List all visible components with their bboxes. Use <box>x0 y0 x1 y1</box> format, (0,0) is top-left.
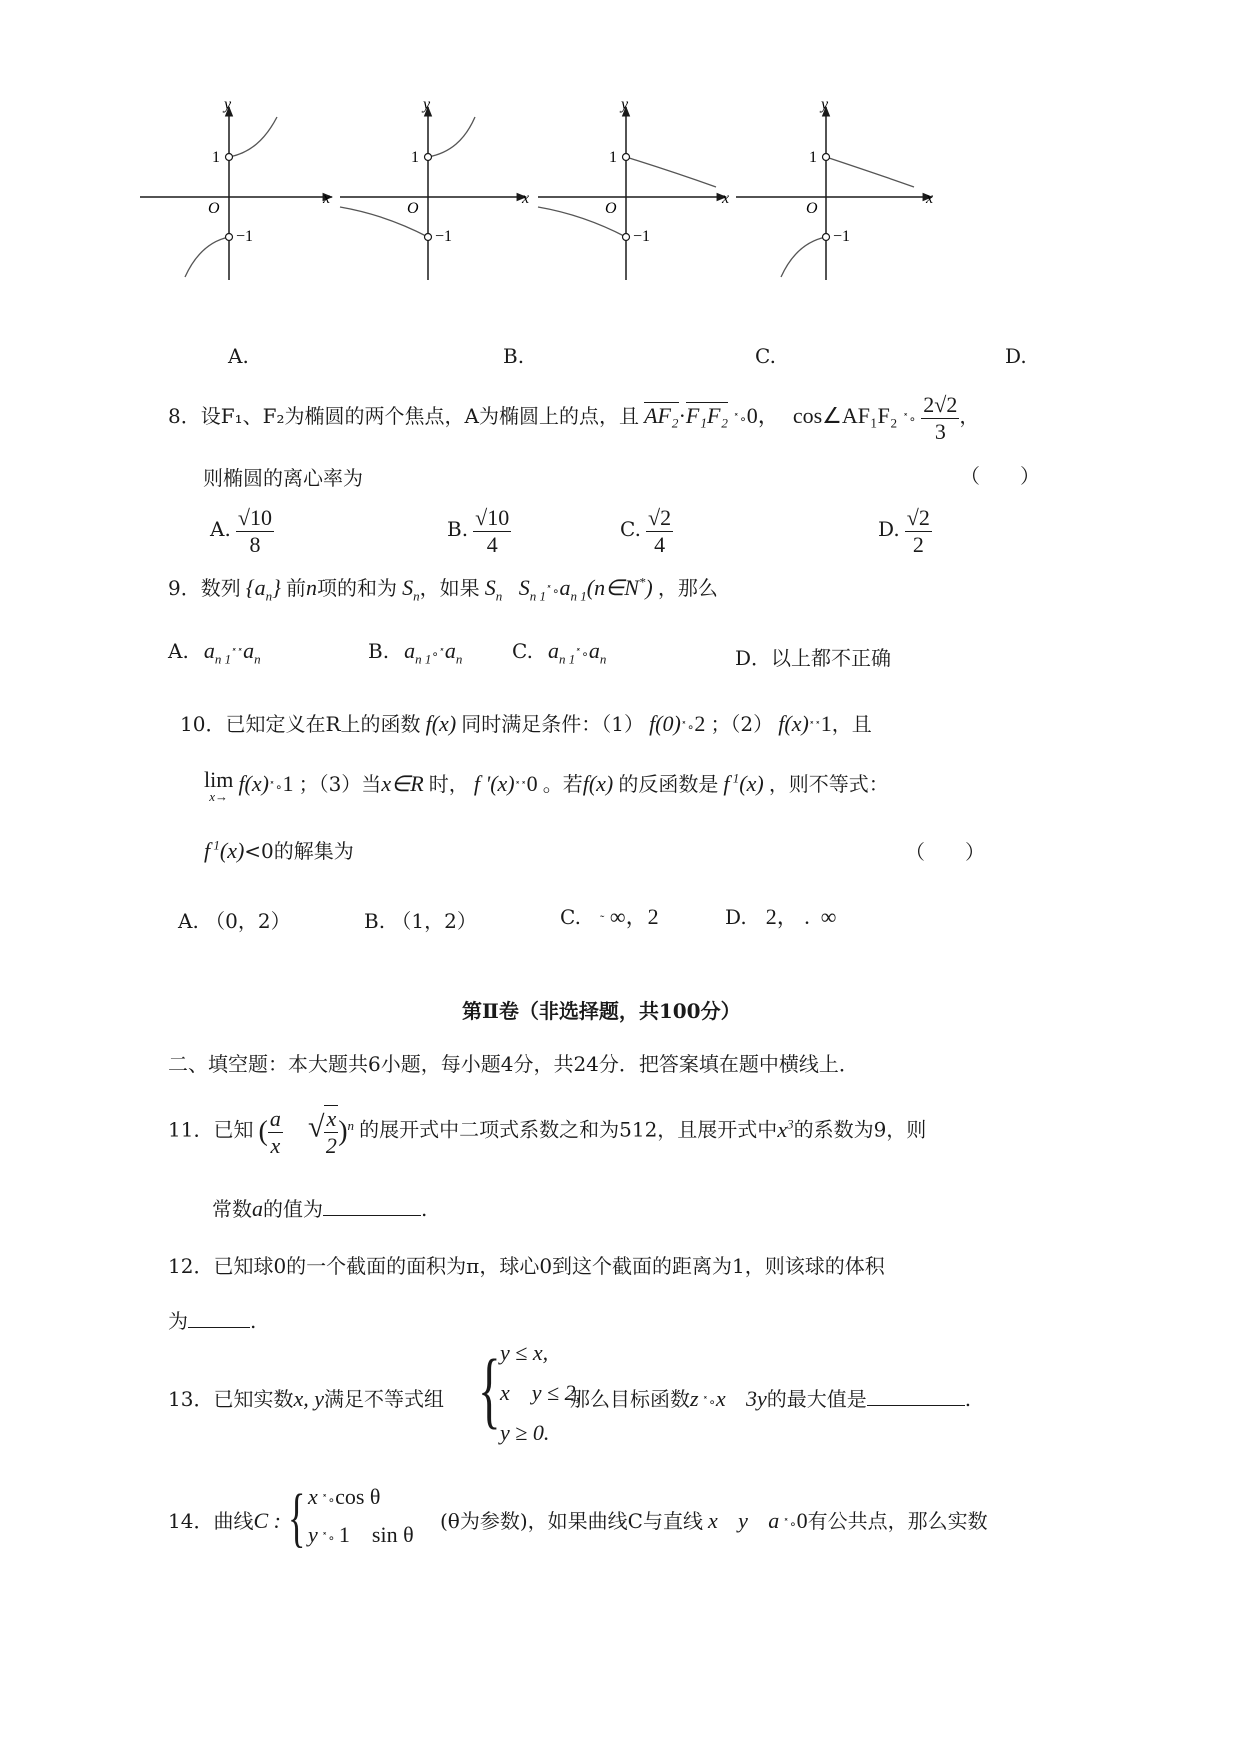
q10-option-d: D. 2， . ∞ <box>725 904 837 929</box>
q12-end: . <box>250 1309 257 1333</box>
q8-option-b-frac: $\frac{√10}{4}$ <box>475 505 510 557</box>
q11-x3: $x^3$ <box>777 1116 794 1142</box>
svg-text:1: 1 <box>809 149 817 166</box>
q9-option-c: C. $a_{n 1}˟\circ a_n$ <box>512 638 607 667</box>
q8-text2: 则椭圆的离心率为 <box>203 466 363 490</box>
q13-xy: x, y <box>293 1386 324 1411</box>
q8-option-a <box>210 505 274 558</box>
q9-sn: $S_n$ <box>402 575 420 604</box>
svg-text:O: O <box>806 200 818 217</box>
q10-option-c: C. ˜ ∞，2 <box>560 904 659 929</box>
q14-C: C : <box>253 1508 281 1533</box>
q8-dot: · <box>678 403 686 428</box>
question-11-line2 <box>212 1193 427 1222</box>
q8-paren: （ ） <box>960 464 1040 488</box>
q13-constraint-3: y ≥ 0. <box>500 1420 550 1445</box>
graph-d <box>736 96 933 280</box>
q11-text4: 常数 <box>212 1197 252 1221</box>
q12-text2: 为 <box>168 1309 188 1333</box>
q9-text4: ，如果 <box>419 576 480 600</box>
q8-option-d <box>878 505 932 558</box>
q13-3y: 3y <box>746 1386 767 1411</box>
q9-option-d: D．以上都不正确 <box>735 646 892 670</box>
q10-text6: 时， <box>428 772 469 796</box>
q8-number: 8． <box>168 404 201 428</box>
q10-fx3: f(x) <box>238 771 269 796</box>
q11-answer-blank[interactable] <box>323 1197 421 1216</box>
q9-n: n <box>306 575 318 600</box>
q9-option-a: A. $a_{n 1}˟˟a_n$ <box>168 638 261 667</box>
q10-option-c-label: C. <box>560 905 581 929</box>
q10-option-b: B. （1，2） <box>364 909 477 933</box>
svg-text:1: 1 <box>212 149 220 166</box>
q8-option-a-label: A. <box>210 517 231 541</box>
q13-objective: 那么目标函数z ˟∘x 3y的最大值是 . <box>570 1386 972 1411</box>
q14-rest: (θ为参数)，如果曲线C与直线 x y a ˟∘0有公共点，那么实数 <box>440 1508 988 1533</box>
q10-fx2: f(x) <box>778 711 809 736</box>
svg-text:O: O <box>208 200 220 217</box>
q13-text2: 满足不等式组 <box>323 1387 444 1411</box>
svg-text:O: O <box>407 200 419 217</box>
q11-end: . <box>421 1197 428 1221</box>
question-12-line2 <box>168 1305 256 1334</box>
q11-frac: $\frac{a}{x}$ <box>269 1105 281 1158</box>
q14-row-1: x ˟∘cos θ <box>308 1484 381 1509</box>
section-title: 第Ⅱ卷（非选择题，共100分） <box>462 999 741 1023</box>
q14-line-0: 0 <box>796 1508 808 1533</box>
q9-number: 9． <box>168 576 201 600</box>
q10-limit: lim x→ <box>204 766 234 804</box>
q8-text1: 设F₁、F₂为椭圆的两个焦点，A为椭圆上的点，且 <box>200 404 639 428</box>
q11-text5: 的值为 <box>263 1197 323 1221</box>
q11-text3: 的系数为9，则 <box>793 1117 927 1142</box>
question-8-line1 <box>168 392 979 445</box>
q8-equals-glyph2: ˟∘ <box>902 412 917 426</box>
question-10-line2: lim x→ f(x)˟∘1 ；（3）当x∈R 时， f '(x)˟˟0 。若f(x) 的反函数是 f $^1$(x) ，则不等式： <box>204 766 889 804</box>
svg-text:y: y <box>621 96 629 113</box>
q9-option-b: B. $a_{n 1}\circ˟a_n$ <box>368 638 463 667</box>
q14-line-y: y <box>738 1508 748 1533</box>
q8-equals-glyph: ˟∘ <box>733 412 747 426</box>
q14-row-2: y ˟∘ 1 sin θ <box>308 1522 414 1547</box>
q10-value-0: 0 <box>526 771 538 796</box>
q8-option-c <box>620 505 673 558</box>
question-10-line1: 10．已知定义在R上的函数 f(x) 同时满足条件：（1） f(0)˟∘2 ；（2） f(x)˟˟1，且 <box>180 711 872 736</box>
svg-text:y: y <box>224 96 232 113</box>
q8-fraction: $\frac{2√2}{3}$ <box>923 392 958 444</box>
q11-number: 11． <box>168 1117 214 1142</box>
q7-graphs <box>140 95 1100 295</box>
q10-text2: 同时满足条件：（1） <box>461 712 644 736</box>
q12-answer-blank[interactable] <box>188 1309 250 1328</box>
question-10-line3 <box>204 835 354 864</box>
q10-paren: （ ） <box>905 840 985 864</box>
question-13 <box>168 1383 444 1412</box>
q8-option-d-frac: $\frac{√2}{2}$ <box>906 505 930 557</box>
q13-number: 13． <box>168 1387 214 1411</box>
q9-text5: ，那么 <box>657 576 718 600</box>
section-intro: 二、填空题：本大题共6小题，每小题4分，共24分．把答案填在题中横线上． <box>168 1052 859 1076</box>
q10-xR: x∈R <box>381 771 424 796</box>
q9-sequence: $\{a_n\}$ <box>245 575 281 604</box>
graph-a <box>140 96 332 280</box>
q10-value-1b: 1 <box>282 771 294 796</box>
q11-text2: 的展开式中二项式系数之和为512，且展开式中 <box>359 1117 778 1142</box>
graph-label-b: B. <box>503 344 525 368</box>
q8-eq0: 0， <box>746 403 780 428</box>
graph-label-d: D. <box>1005 344 1027 368</box>
q10-ineq-rest: <0的解集为 <box>244 839 354 863</box>
q11-a: a <box>252 1196 263 1221</box>
q9-text1: 数列 <box>200 576 241 600</box>
q9-option-b-label: B. <box>368 639 390 663</box>
question-9 <box>168 572 718 604</box>
q9-option-c-label: C. <box>512 639 533 663</box>
graph-c <box>538 96 729 280</box>
question-11-line1: 11．已知 ( $\frac{a}{x}$ √ $\frac{x}{2}$ )$^n$ 的展开式中二项式系数之和为512，且展开式中$x^3$的系数为9，则 <box>168 1105 927 1158</box>
q10-finverse: f $^1$(x) <box>723 770 764 796</box>
q9-equals-glyph: ˟∘ <box>545 584 560 598</box>
q11-text1: 已知 <box>213 1117 254 1142</box>
q14-line-a: a <box>768 1508 780 1533</box>
svg-text:−1: −1 <box>833 228 851 245</box>
svg-text:x: x <box>522 190 530 207</box>
q10-value-2: 2 <box>694 711 706 736</box>
q13-text4: 的最大值是 <box>766 1387 867 1411</box>
q10-text1: 已知定义在R上的函数 <box>225 712 421 736</box>
q10-fx: f(x) <box>425 711 457 736</box>
q8-option-b-label: B. <box>447 517 469 541</box>
q13-text1: 已知实数 <box>213 1387 294 1411</box>
q8-option-d-label: D. <box>878 517 900 541</box>
q10-text5: ；（3）当 <box>298 772 382 796</box>
q10-ineq: f $^1$(x) <box>204 837 245 863</box>
q14-number: 14． <box>168 1509 214 1533</box>
q8-comma: ， <box>959 404 980 428</box>
q10-number: 10． <box>180 712 226 736</box>
q10-option-d-label: D. <box>725 905 747 929</box>
q9-text2: 前 <box>286 576 307 600</box>
q9-option-a-label: A. <box>168 639 189 663</box>
q12-text1: 已知球0的一个截面的面积为π，球心0到这个截面的距离为1，则该球的体积 <box>213 1254 885 1278</box>
svg-text:−1: −1 <box>633 228 651 245</box>
question-14 <box>168 1505 281 1534</box>
graph-b <box>340 96 529 280</box>
svg-text:1: 1 <box>411 149 419 166</box>
question-12-line1 <box>168 1250 885 1279</box>
svg-text:y: y <box>423 96 431 113</box>
q8-vector-f1f2: F₁F₂ <box>685 403 729 428</box>
q13-constraint-1: y ≤ x, <box>500 1340 549 1365</box>
svg-text:x: x <box>926 190 934 207</box>
q11-radical: √ $\frac{x}{2}$ <box>307 1106 337 1158</box>
q10-fx4: f(x) <box>582 771 614 796</box>
svg-text:y: y <box>821 96 829 113</box>
q10-value-1: 1 <box>820 711 832 736</box>
q8-option-a-frac: $\frac{√10}{8}$ <box>237 505 272 557</box>
q10-text4: ，且 <box>831 712 872 736</box>
q14-text1: 曲线 <box>213 1509 254 1533</box>
graph-label-c: C. <box>755 344 776 368</box>
q8-option-c-frac: $\frac{√2}{4}$ <box>648 505 672 557</box>
q10-text8: 的反函数是 <box>618 772 719 796</box>
svg-text:−1: −1 <box>435 228 453 245</box>
q14-text3: 有公共点，那么实数 <box>807 1509 988 1533</box>
q10-text3: ；（2） <box>710 712 774 736</box>
q9-text3: 项的和为 <box>317 576 398 600</box>
svg-text:x: x <box>722 190 730 207</box>
q13-zx: x <box>715 1386 726 1411</box>
q11-exponent: n <box>347 1118 355 1134</box>
q10-f0: f(0) <box>649 711 681 736</box>
q10-text7: 。若 <box>542 772 583 796</box>
svg-text:x: x <box>323 190 331 207</box>
q13-end: . <box>964 1387 972 1411</box>
q8-option-c-label: C. <box>620 517 641 541</box>
svg-text:−1: −1 <box>236 228 254 245</box>
q8-cos-angle: cos∠AF₁F₂ <box>792 403 898 428</box>
q9-expr: $S_n$ $S_{n 1}˟\circ a_{n 1}(n\in N^*)$ <box>484 574 653 604</box>
svg-text:1: 1 <box>609 149 617 166</box>
q10-text9: ，则不等式： <box>768 772 889 796</box>
q13-constraint-2: x y ≤ 2, <box>500 1380 582 1405</box>
q13-answer-blank[interactable] <box>867 1387 965 1406</box>
q14-text2: (θ为参数)，如果曲线C与直线 <box>440 1509 703 1533</box>
q10-fprime: f '(x) <box>473 771 515 796</box>
q12-number: 12． <box>168 1254 214 1278</box>
q8-option-b <box>447 505 511 558</box>
q13-z: z <box>690 1386 699 1411</box>
q10-option-a: A. （0，2） <box>178 909 291 933</box>
svg-text:O: O <box>605 200 617 217</box>
q8-vector-af2: AF₂ <box>644 403 679 428</box>
q14-line-x: x <box>708 1508 718 1533</box>
graph-label-a: A. <box>228 344 249 368</box>
q13-text3: 那么目标函数 <box>570 1387 690 1411</box>
